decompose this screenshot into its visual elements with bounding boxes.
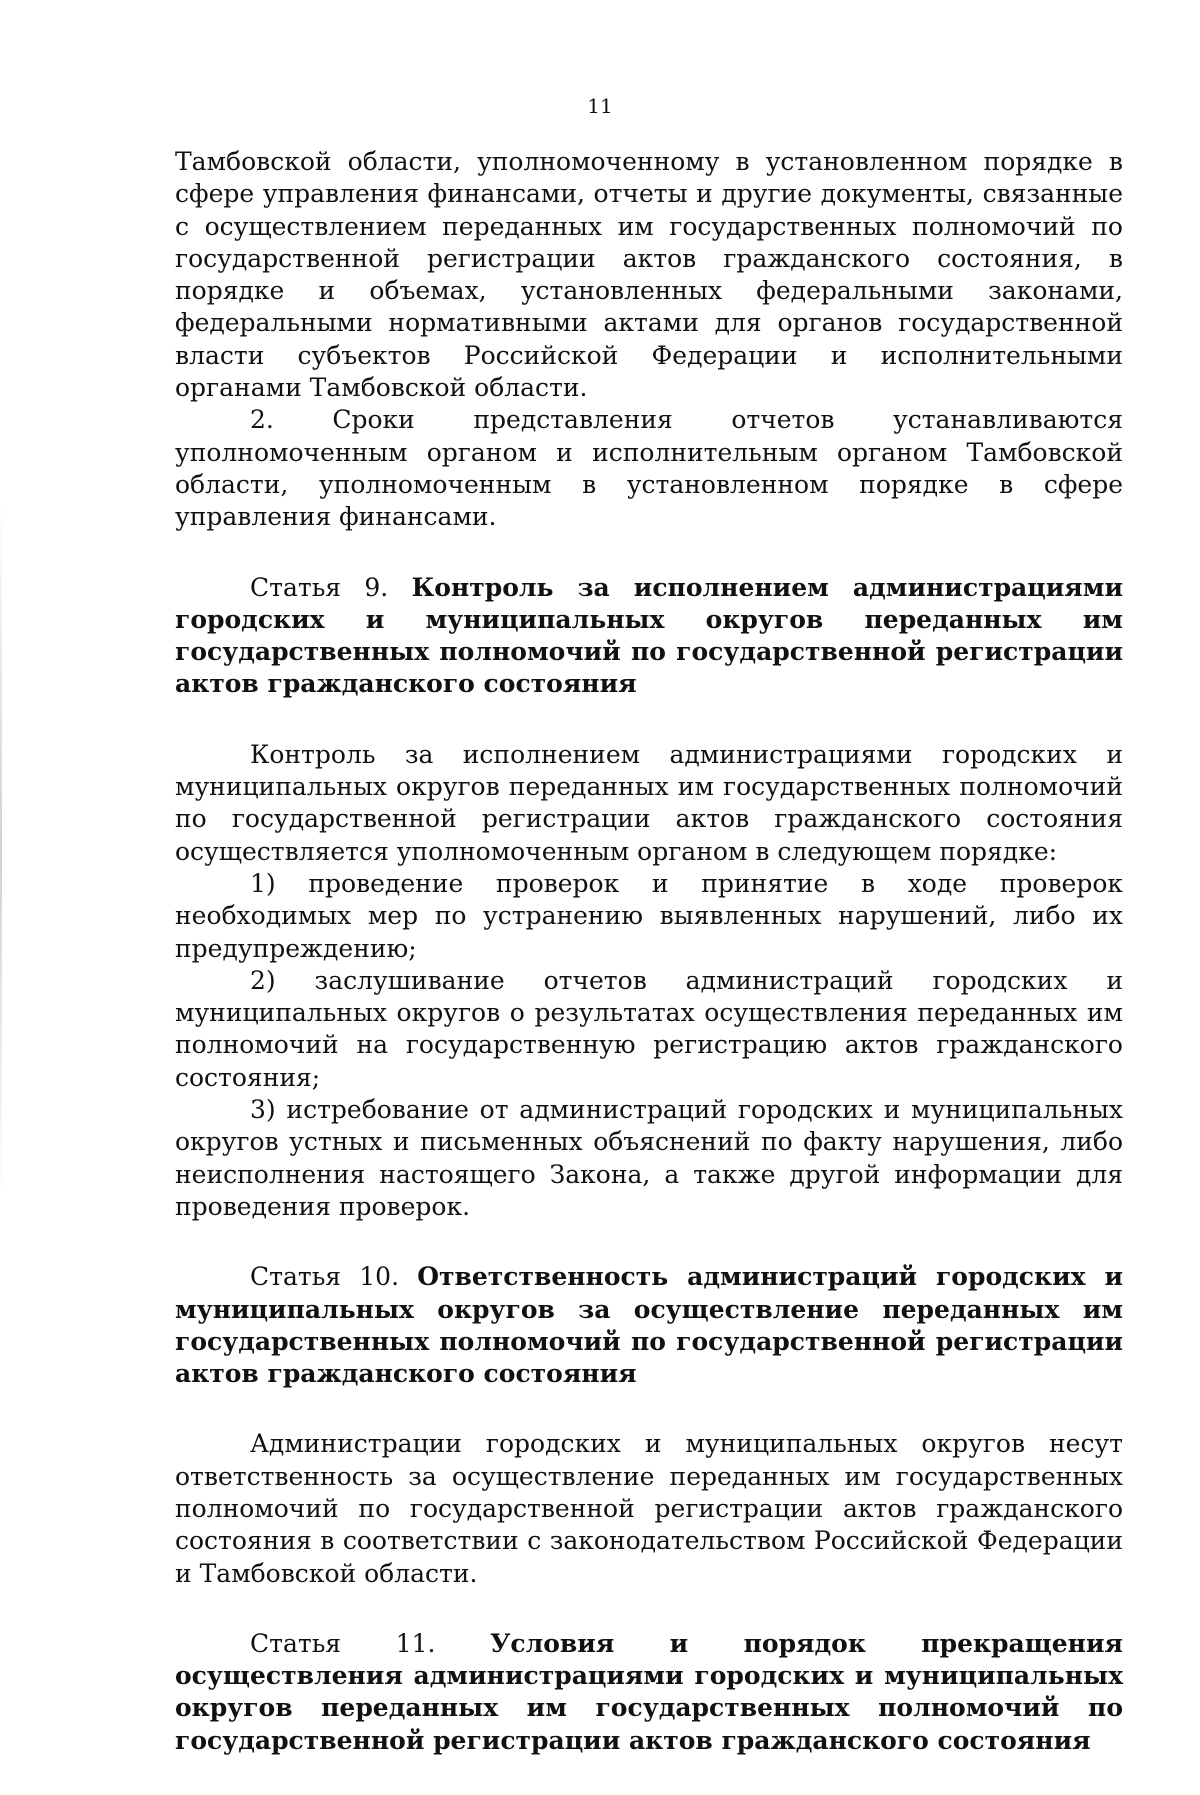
article-9-title: Контроль за исполнением администрациями городских и муниципальных округов переданных им государственных полномочий по государственной регистрации актов гражданского состояния xyxy=(175,572,1123,699)
article-9-heading xyxy=(175,572,1123,701)
document-body xyxy=(175,146,1123,1795)
article-10-paragraph: Администрации городских и муниципальных округов несут ответственность за осуществление переданных им государственных полномочий по государственной регистрации актов гражданского состояния в соответствии с законодательством Российской Федерации и Тамбовской области. xyxy=(175,1429,1123,1588)
article-11-heading xyxy=(175,1628,1123,1757)
page-number: 11 xyxy=(587,94,613,118)
article-10-heading xyxy=(175,1261,1123,1390)
article-9-item-3: 3) истребование от администраций городских и муниципальных округов устных и письменных объяснений по факту нарушения, либо неисполнения настоящего Закона, а также другой информации для проведения проверок. xyxy=(175,1095,1123,1221)
article-10-title: Ответственность администраций городских и муниципальных округов за осуществление переданных им государственных полномочий по государственной регистрации актов гражданского состояния xyxy=(175,1262,1123,1389)
intro-paragraph-2: 2. Сроки представления отчетов устанавливаются уполномоченным органом и исполнительным органом Тамбовской области, уполномоченным в установленном порядке в сфере управления финансами. xyxy=(175,405,1123,532)
article-9-item-1: 1) проведение проверок и принятие в ходе проверок необходимых мер по устранению выявленных нарушений, либо их предупреждению; xyxy=(175,868,1123,963)
article-9-paragraph: Контроль за исполнением администрациями городских и муниципальных округов переданных им государственных полномочий по государственной регистрации актов гражданского состояния осуществляется уполномоченным органом в следующем порядке: xyxy=(175,739,1123,866)
scan-edge-shadow xyxy=(0,500,2,1200)
article-11-number: Статья 11. xyxy=(250,1628,436,1658)
article-9-item-2: 2) заслушивание отчетов администраций городских и муниципальных округов о результатах осуществления переданных им полномочий на государственную регистрацию актов гражданского состояния; xyxy=(175,965,1123,1092)
article-11-title: Условия и порядок прекращения осуществления администрациями городских и муниципальных округов переданных им государственных полномочий по государственной регистрации актов гражданского состояния xyxy=(175,1628,1123,1755)
article-9-number: Статья 9. xyxy=(250,572,389,602)
intro-paragraph-1: Тамбовской области, уполномоченному в установленном порядке в сфере управления финансами, отчеты и другие документы, связанные с осуществлением переданных им государственных полномочий по государственной регистрации актов гражданского состояния, в порядке и объемах, установленных федеральными законами, федеральными нормативными актами для органов государственной власти субъектов Российской Федерации и исполнительными органами Тамбовской области. xyxy=(175,147,1123,403)
article-10-number: Статья 10. xyxy=(250,1262,400,1292)
